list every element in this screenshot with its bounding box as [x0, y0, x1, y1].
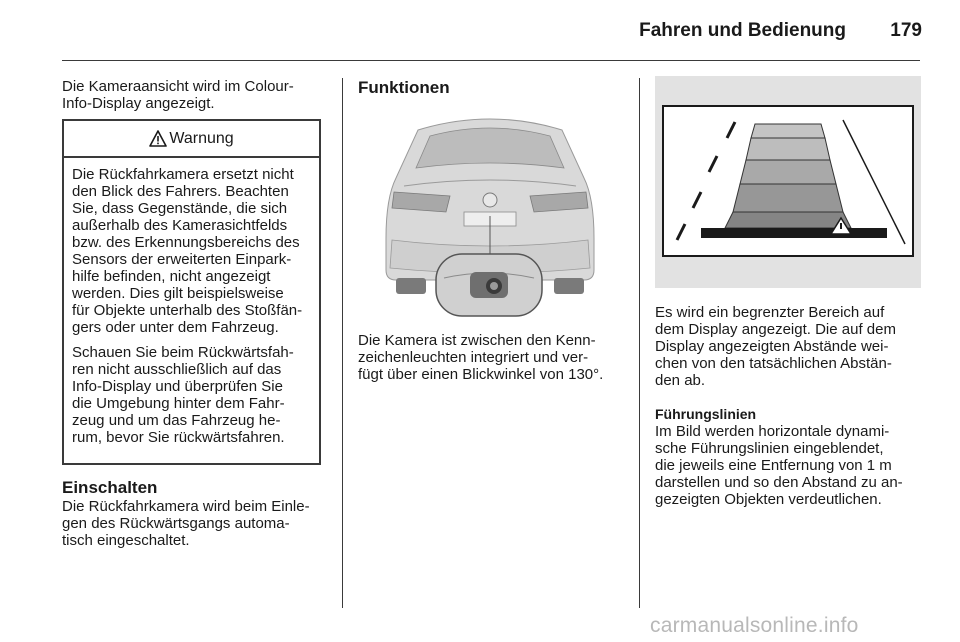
parking-guidelines-display-illustration: [655, 76, 921, 288]
warning-paragraph: Schauen Sie beim Rückwärtsfah- ren nicht ausschließlich auf das Info-Display und überprüfen Sie die Umgebung hinter dem Fahr- zeug und um das Fahrzeug he- rum, bevor Sie rückwärtsfahren.: [72, 344, 294, 446]
guidelines-text: Im Bild werden horizontale dynami- sche Führungslinien eingeblendet, die jeweils eine Entfernung von 1 m darstellen und so den Abstand zu an- gezeigten Objekten verdeutlichen.: [655, 423, 903, 508]
car-rear-camera-illustration: [358, 108, 622, 320]
column-divider: [639, 78, 640, 608]
warning-title: Warnung: [169, 129, 234, 147]
warning-body: [64, 158, 319, 446]
section-text: Die Rückfahrkamera wird beim Einle- gen des Rückwärtsgangs automa- tisch eingeschaltet.: [62, 498, 310, 549]
page-number: 179: [890, 20, 922, 41]
display-paragraph: Es wird ein begrenzter Bereich auf dem Display angezeigt. Die auf dem Display angezeigten Abstände wei- chen von den tatsächlichen Abstän- den ab.: [655, 304, 896, 389]
camera-caption-block: [358, 332, 633, 383]
header-title: Fahren und Bedienung: [639, 20, 846, 41]
warning-triangle-icon: [149, 130, 167, 147]
middle-heading-block: [358, 78, 628, 98]
watermark: carmanualsonline.info: [650, 614, 859, 637]
guidelines-section: [655, 406, 930, 508]
car-rear-icon: [358, 108, 622, 320]
guidelines-heading: Führungslinien: [655, 406, 757, 422]
warning-paragraph: Die Rückfahrkamera ersetzt nicht den Blick des Fahrers. Beachten Sie, dass Gegenstände, die sich außerhalb des Kamerasichtfelds bzw. des Erkennungsbereichs des Sensors der erweiterten Einpark- hilfe befinden, nicht angezeigt werden. Dies gilt beispielsweise für Objekte unterhalb des Stoßfän- gers oder unter dem Fahrzeug.: [72, 166, 303, 336]
guidelines-display-icon: [655, 76, 921, 288]
section-heading: Einschalten: [62, 478, 158, 497]
warning-header: [64, 121, 319, 158]
functions-heading: Funktionen: [358, 78, 450, 97]
warning-box: [62, 119, 321, 465]
intro-text: Die Kameraansicht wird im Colour- Info-Display angezeigt.: [62, 78, 294, 112]
camera-caption: Die Kamera ist zwischen den Kenn- zeichenleuchten integriert und ver- fügt über einen Blickwinkel von 130°.: [358, 332, 604, 383]
section-einschalten: [62, 478, 342, 549]
header-rule: [62, 60, 920, 61]
left-intro: [62, 78, 332, 112]
display-description-block: [655, 304, 925, 389]
column-divider: [342, 78, 343, 608]
